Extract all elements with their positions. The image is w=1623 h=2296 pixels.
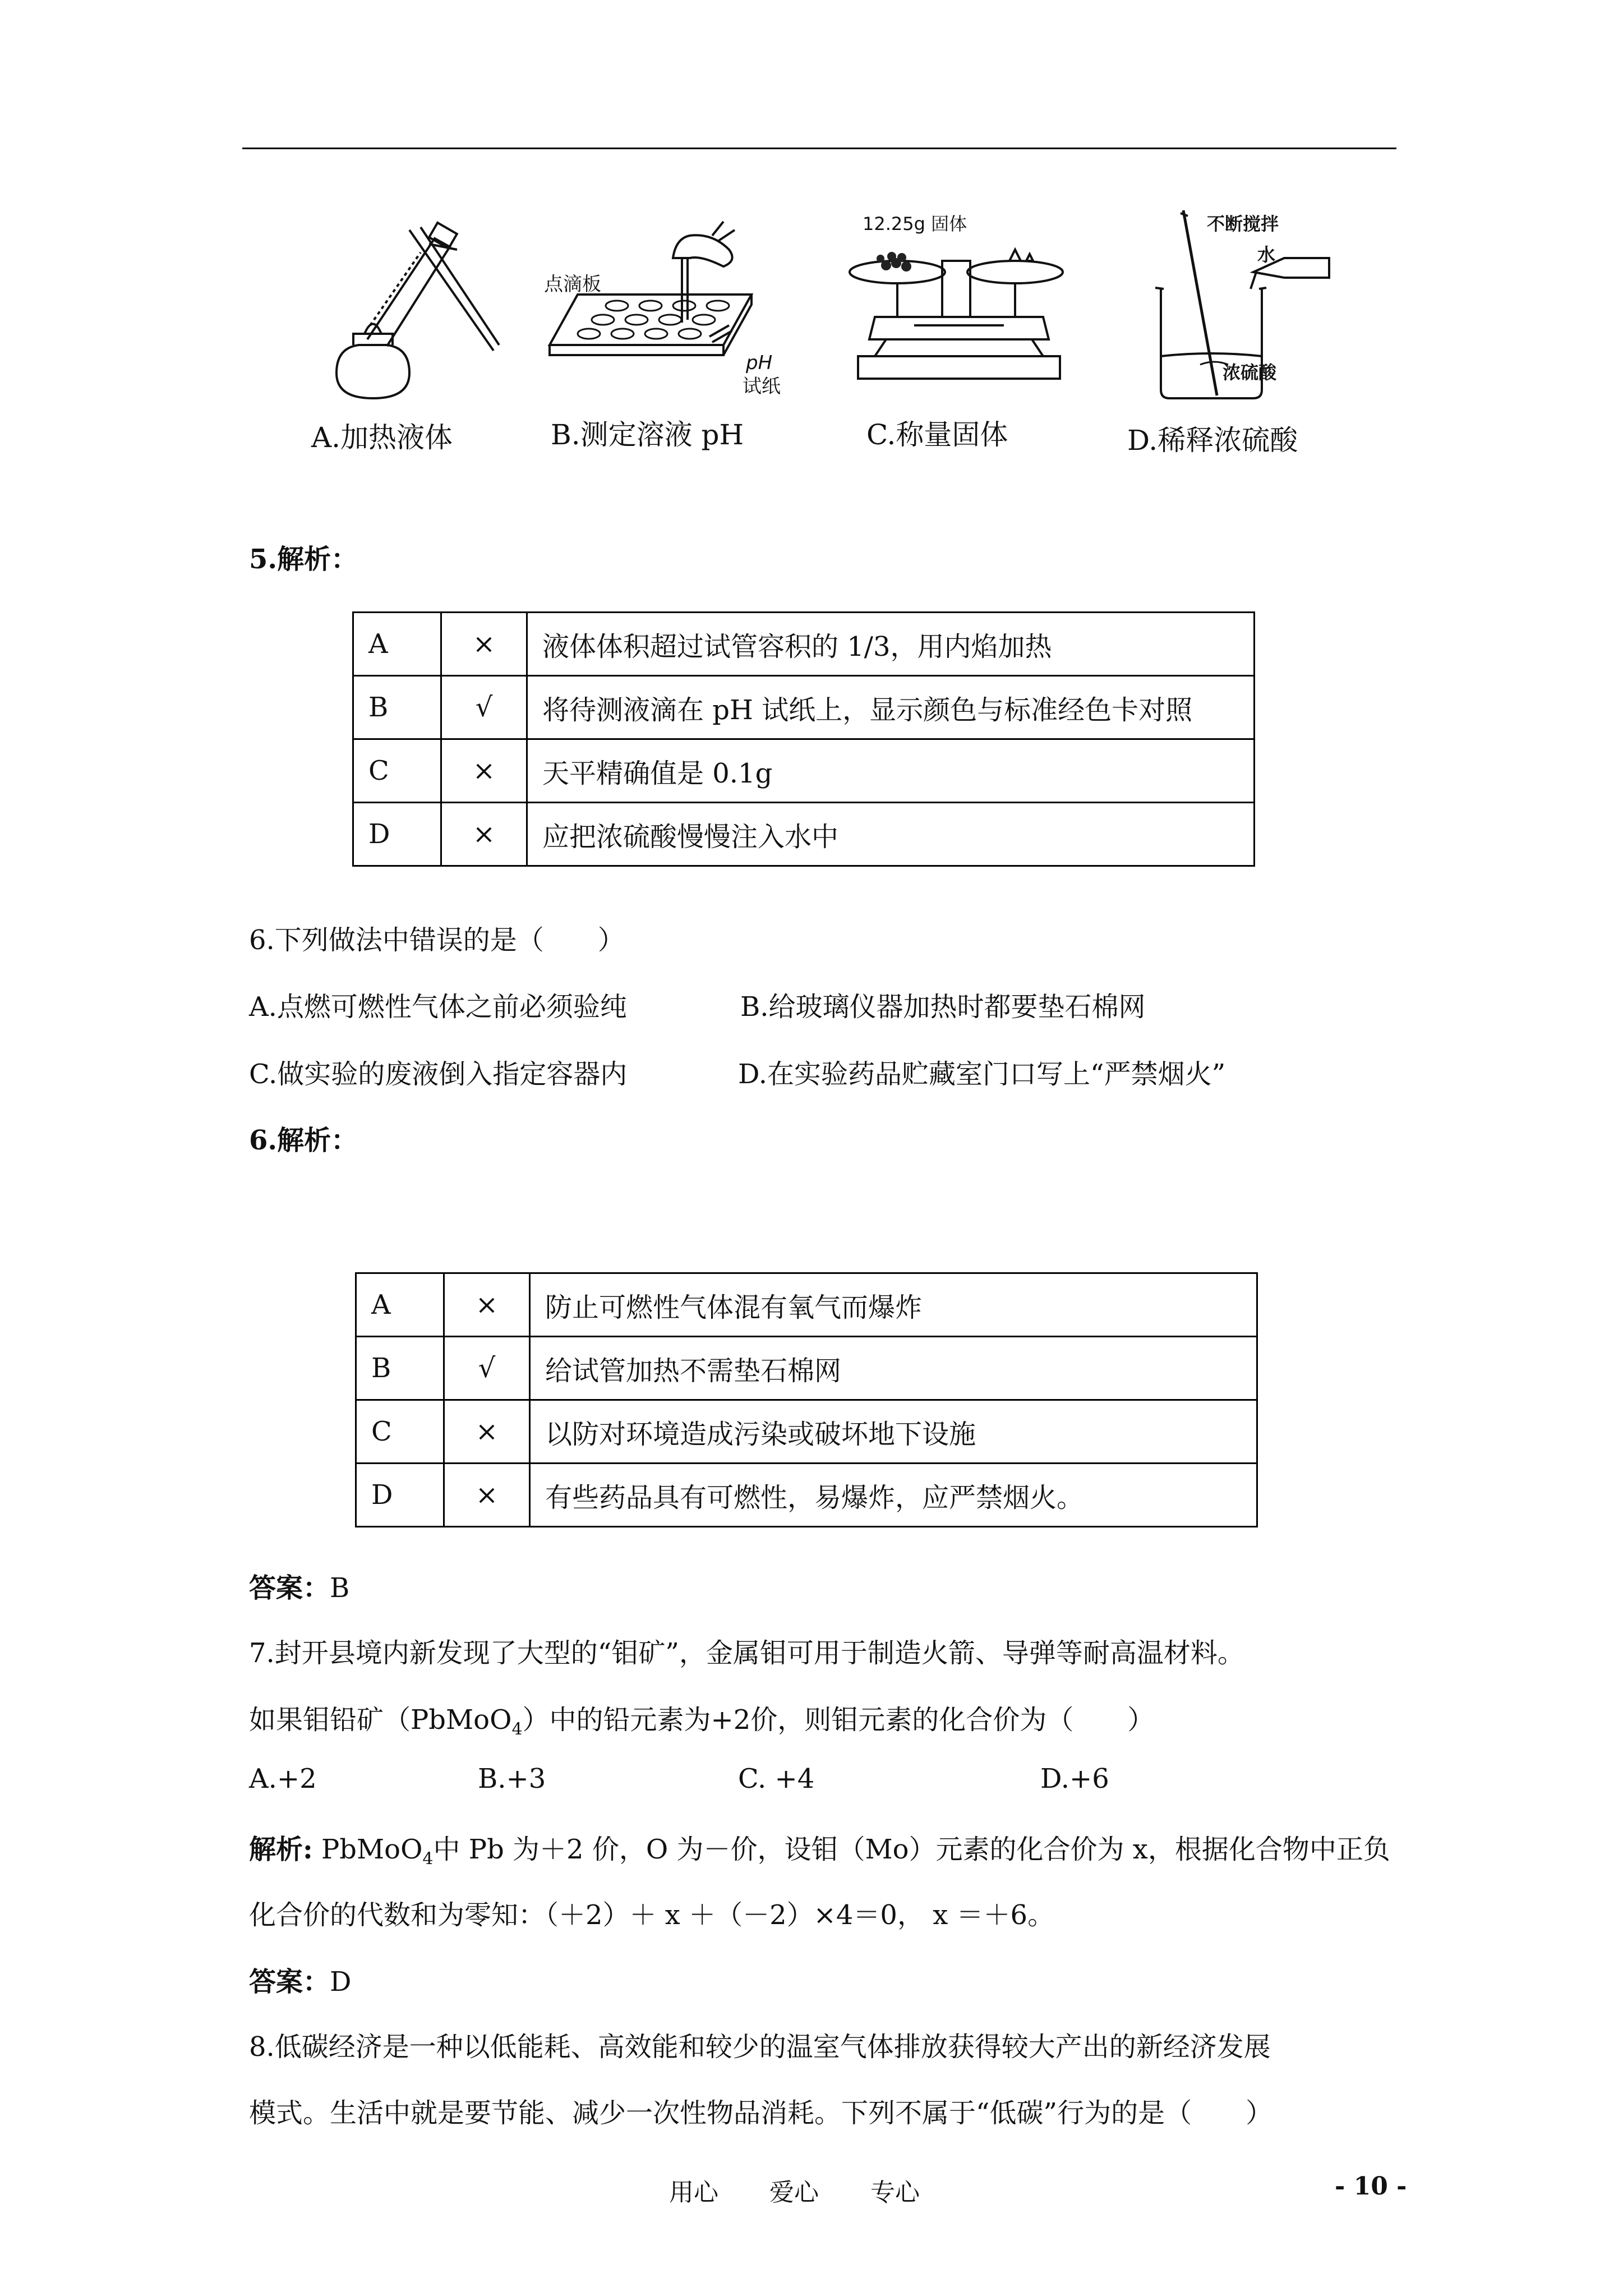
q7-stem-text: ）中的铅元素为+2价，则钼元素的化合价为（ ） — [522, 1704, 1155, 1736]
mark-cell: √ — [441, 676, 527, 739]
label-water: 水 — [1257, 244, 1276, 265]
mark-cell: √ — [444, 1337, 530, 1400]
balance-drawing — [850, 250, 1063, 379]
header-rule — [242, 148, 1396, 149]
table-row — [356, 1400, 1257, 1464]
reason-cell: 液体体积超过试管容积的 1/3，用内焰加热 — [527, 613, 1255, 676]
label-conc-acid: 浓硫酸 — [1223, 362, 1277, 383]
q6-option-a: A.点燃可燃性气体之前必须验纯 — [249, 991, 627, 1023]
q6-option-b: B.给玻璃仪器加热时都要垫石棉网 — [740, 991, 1146, 1023]
footer-motto-1: 用心 — [669, 2178, 718, 2207]
analysis-text: 中 Pb 为＋2 价，O 为－价，设钼（Mo）元素的化合价为 x，根据化合物中正负 — [433, 1834, 1390, 1865]
table-row — [353, 676, 1255, 739]
q6-option-c: C.做实验的废液倒入指定容器内 — [249, 1059, 628, 1090]
table-row — [356, 1464, 1257, 1527]
subscript: 4 — [511, 1719, 523, 1740]
q7-stem-text: 如果钼铅矿（PbMoO — [249, 1704, 512, 1736]
mark-cell: × — [441, 613, 527, 676]
label-ph: pH — [746, 352, 773, 374]
q7-analysis-line2: 化合价的代数和为零知：（＋2）＋ x ＋（－2）×4＝0， x ＝＋6。 — [249, 1899, 1055, 1931]
mark-cell: × — [441, 739, 527, 803]
table-row — [356, 1273, 1257, 1337]
q7-answer — [249, 1960, 352, 1999]
q6-analysis-table — [355, 1272, 1258, 1527]
reason-cell: 给试管加热不需垫石棉网 — [530, 1337, 1257, 1400]
caption-b: B.测定溶液 pH — [551, 418, 744, 451]
q6-stem: 6.下列做法中错误的是（ ） — [249, 924, 625, 956]
table-row — [353, 803, 1255, 866]
heating-liquid-drawing — [336, 223, 499, 398]
q8-stem-line1: 8.低碳经济是一种以低能耗、高效能和较少的温室气体排放获得较大产出的新经济发展 — [249, 2031, 1271, 2063]
q7-option-a: A.+2 — [249, 1763, 317, 1795]
footer-motto-3: 专心 — [870, 2178, 920, 2207]
q6-analysis-label: 6.解析： — [249, 1125, 358, 1156]
reason-cell: 有些药品具有可燃性，易爆炸，应严禁烟火。 — [530, 1464, 1257, 1527]
table-row — [353, 739, 1255, 803]
reason-cell: 应把浓硫酸慢慢注入水中 — [527, 803, 1255, 866]
option-cell: B — [353, 676, 441, 739]
label-solid-mass: 12.25g 固体 — [863, 213, 967, 234]
mark-cell: × — [444, 1400, 530, 1464]
caption-d: D.稀释浓硫酸 — [1127, 424, 1298, 457]
option-cell: D — [356, 1464, 444, 1527]
answer-value: B — [330, 1572, 350, 1604]
analysis-text: PbMoO — [312, 1834, 423, 1865]
caption-c: C.称量固体 — [866, 418, 1008, 451]
answer-label: 答案： — [249, 1572, 330, 1604]
q8-stem-line2: 模式。生活中就是要节能、减少一次性物品消耗。下列不属于“低碳”行为的是（ ） — [249, 2097, 1273, 2129]
q7-stem-line2 — [249, 1698, 1154, 1740]
q7-option-d: D.+6 — [1040, 1763, 1109, 1795]
q6-option-d: D.在实验药品贮藏室门口写上“严禁烟火” — [738, 1059, 1226, 1090]
option-cell: C — [356, 1400, 444, 1464]
q5-analysis-table — [352, 611, 1255, 867]
answer-label: 答案： — [249, 1966, 330, 1998]
table-row — [356, 1337, 1257, 1400]
label-dropping-plate: 点滴板 — [544, 273, 601, 296]
q7-analysis-line1 — [249, 1828, 1390, 1869]
q7-option-b: B.+3 — [478, 1763, 546, 1795]
option-cell: A — [353, 613, 441, 676]
caption-a: A.加热液体 — [311, 421, 453, 454]
option-cell: C — [353, 739, 441, 803]
q7-stem-line1: 7.封开县境内新发现了大型的“钼矿”，金属钼可用于制造火箭、导弹等耐高温材料。 — [249, 1637, 1244, 1669]
analysis-label: 解析: — [249, 1834, 313, 1865]
mark-cell: × — [444, 1273, 530, 1337]
page-number: - 10 - — [1335, 2172, 1407, 2201]
reason-cell: 防止可燃性气体混有氧气而爆炸 — [530, 1273, 1257, 1337]
option-cell: A — [356, 1273, 444, 1337]
mark-cell: × — [441, 803, 527, 866]
subscript: 4 — [422, 1849, 434, 1869]
q6-answer — [249, 1566, 349, 1605]
q7-option-c: C. +4 — [738, 1763, 815, 1795]
table-row — [353, 613, 1255, 676]
option-cell: B — [356, 1337, 444, 1400]
mark-cell: × — [444, 1464, 530, 1527]
label-stirring: 不断搅拌 — [1207, 213, 1279, 234]
footer-motto-2: 爱心 — [769, 2178, 819, 2207]
option-cell: D — [353, 803, 441, 866]
reason-cell: 天平精确值是 0.1g — [527, 739, 1255, 803]
answer-value: D — [330, 1966, 352, 1998]
q5-analysis-label: 5.解析： — [249, 544, 358, 575]
reason-cell: 将待测液滴在 pH 试纸上，显示颜色与标准经色卡对照 — [527, 676, 1255, 739]
reason-cell: 以防对环境造成污染或破坏地下设施 — [530, 1400, 1257, 1464]
label-test-paper: 试纸 — [743, 375, 781, 398]
